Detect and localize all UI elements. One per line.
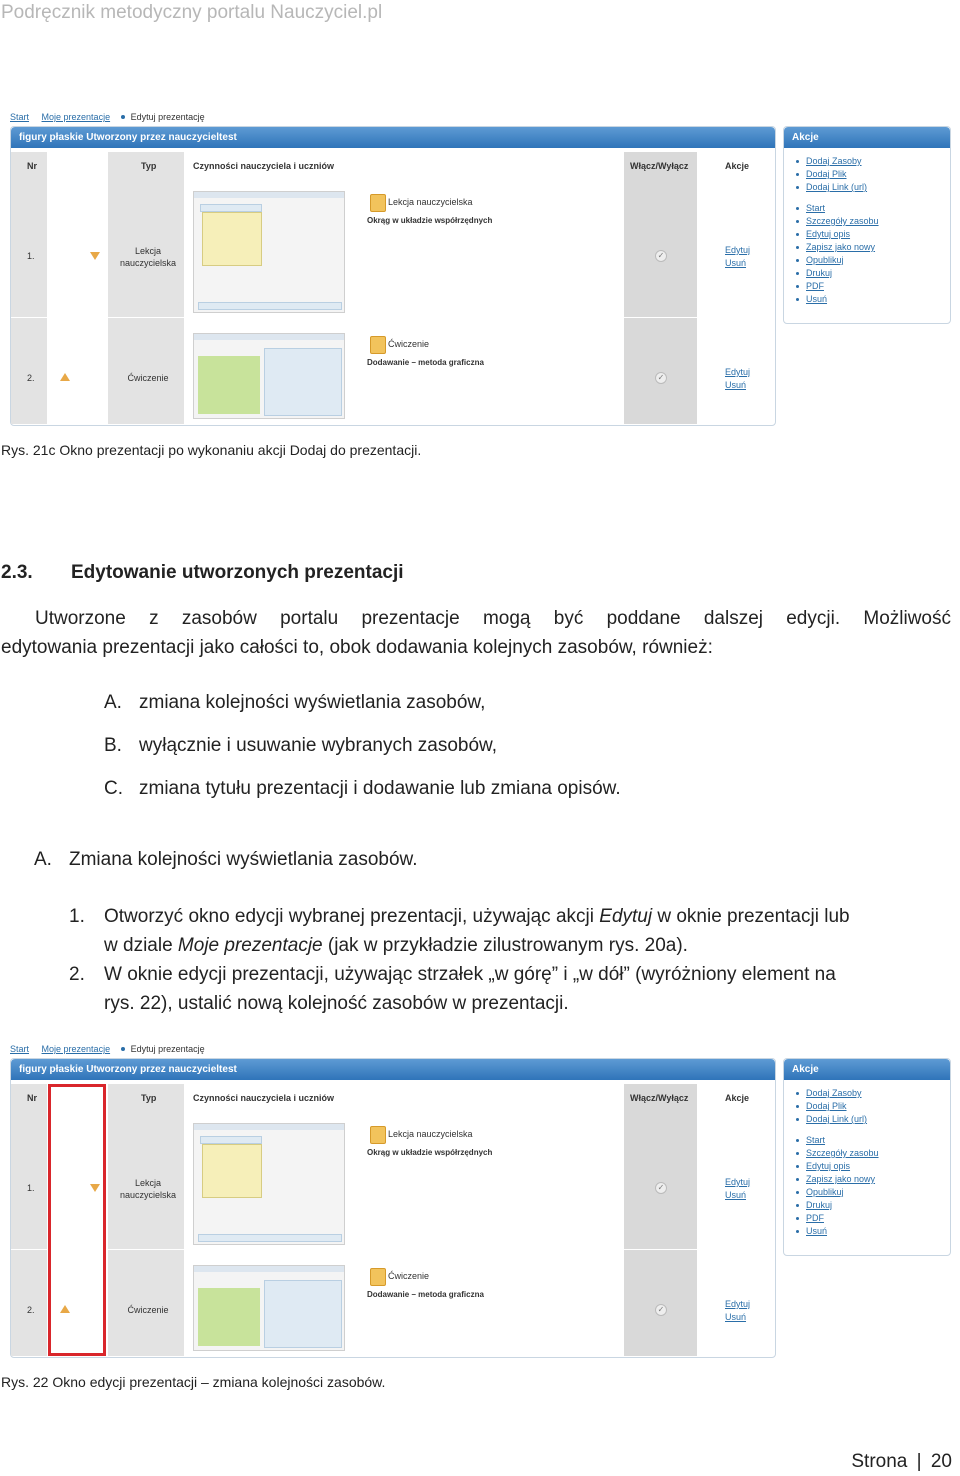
presentation-panel: [10, 126, 776, 426]
thumbnail-plot: [202, 1144, 262, 1198]
screenshot-presentation-window: [8, 112, 952, 442]
document-header-title: Podręcznik metodyczny portalu Nauczyciel.pl: [1, 2, 383, 23]
sidebar-item-edytuj-opis[interactable]: Edytuj opis: [796, 228, 879, 241]
screenshot-presentation-edit-window: [8, 1044, 952, 1374]
presentation-panel: [10, 1058, 776, 1358]
edit-link[interactable]: Edytuj: [725, 245, 751, 255]
actions-sidebar: [783, 1058, 951, 1256]
sidebar-item-pdf[interactable]: PDF: [796, 1212, 879, 1225]
presentation-title-bar: figury płaskie Utworzony przez nauczycieltest: [11, 127, 775, 148]
column-header-nr: Nr: [27, 1093, 38, 1103]
sidebar-gap: [796, 1126, 879, 1134]
figure-caption-21c: Rys. 21c Okno prezentacji po wykonaniu akcji Dodaj do prezentacji.: [1, 442, 422, 458]
row-type: [113, 245, 183, 269]
thumbnail-toolbar: [198, 302, 342, 310]
actions-sidebar-title: Akcje: [784, 127, 950, 148]
row-type-line1: Ćwiczenie: [127, 373, 169, 383]
column-header-typ: Typ: [141, 161, 157, 171]
sidebar-item-dodaj-link[interactable]: Dodaj Link (url): [796, 181, 879, 194]
toggle-checkbox[interactable]: ✓: [655, 372, 667, 384]
resource-title[interactable]: Dodawanie – metoda graficzna: [367, 358, 484, 367]
intro-line1: Utworzone z zasobów portalu prezentacje mogą być poddane dalszej edycji. Możliwość: [35, 608, 951, 629]
thumbnail-plot: [202, 212, 262, 266]
breadcrumb: [10, 112, 205, 122]
step-2: 2. W oknie edycji prezentacji, używając strzałek „w górę” i „w dół” (wyróżniony element na: [69, 964, 836, 985]
column-header-akcje: Akcje: [725, 161, 750, 171]
sidebar-item-opublikuj[interactable]: Opublikuj: [796, 1186, 879, 1199]
sidebar-item-start[interactable]: Start: [796, 1134, 879, 1147]
sidebar-item-zapisz[interactable]: Zapisz jako nowy: [796, 1173, 879, 1186]
toggle-checkbox[interactable]: ✓: [655, 1304, 667, 1316]
toggle-checkbox[interactable]: ✓: [655, 1182, 667, 1194]
resource-thumbnail[interactable]: [193, 191, 345, 313]
actions-sidebar: [783, 126, 951, 324]
toggle-checkbox[interactable]: ✓: [655, 250, 667, 262]
column-header-czynnosci: Czynności nauczyciela i uczniów: [193, 161, 335, 171]
sidebar-item-dodaj-zasoby[interactable]: Dodaj Zasoby: [796, 1087, 879, 1100]
thumbnail-header: [200, 204, 262, 212]
section-title: Edytowanie utworzonych prezentacji: [71, 562, 404, 583]
row-number: 1.: [27, 1183, 35, 1193]
breadcrumb-bullet-icon: [121, 1047, 125, 1051]
lesson-resource-icon: [370, 1126, 386, 1144]
row-number: 2.: [27, 373, 35, 383]
breadcrumb: [10, 1044, 205, 1054]
breadcrumb-start[interactable]: Start: [10, 1044, 30, 1054]
sidebar-item-usun[interactable]: Usuń: [796, 1225, 879, 1238]
row-type-line1: Lekcja: [134, 246, 161, 256]
actions-sidebar-title: Akcje: [784, 1059, 950, 1080]
breadcrumb-moje-prezentacje[interactable]: Moje prezentacje: [41, 1044, 111, 1054]
figure-caption-22: Rys. 22 Okno edycji prezentacji – zmiana kolejności zasobów.: [1, 1374, 386, 1390]
resource-thumbnail[interactable]: [193, 1123, 345, 1245]
row-separator: [11, 1249, 775, 1250]
step-1-cont: w dziale Moje prezentacje (jak w przykładzie zilustrowanym rys. 20a).: [104, 935, 688, 956]
thumbnail-header: [200, 1136, 262, 1144]
delete-link[interactable]: Usuń: [725, 1312, 747, 1322]
delete-link[interactable]: Usuń: [725, 380, 747, 390]
column-header-wlacz: Włącz/Wyłącz: [630, 1093, 689, 1103]
row-type-line1: Ćwiczenie: [127, 1305, 169, 1315]
edit-link[interactable]: Edytuj: [725, 1177, 751, 1187]
breadcrumb-start[interactable]: Start: [10, 112, 30, 122]
list-item: C. zmiana tytułu prezentacji i dodawanie lub zmiana opisów.: [104, 778, 621, 799]
thumbnail-exercise-area: [198, 1288, 260, 1346]
sidebar-item-szczegoly[interactable]: Szczegóły zasobu: [796, 215, 879, 228]
breadcrumb-bullet-icon: [121, 115, 125, 119]
thumbnail-exercise-area: [198, 356, 260, 414]
step-1: 1. Otworzyć okno edycji wybranej prezentacji, używając akcji Edytuj w oknie prezentacji lub: [69, 906, 850, 927]
thumbnail-panel: [264, 1280, 342, 1348]
sidebar-gap: [796, 194, 879, 202]
resource-type-label: Ćwiczenie: [388, 339, 430, 349]
column-typ-bg: [108, 1084, 184, 1356]
resource-title[interactable]: Dodawanie – metoda graficzna: [367, 1290, 484, 1299]
column-header-nr: Nr: [27, 161, 38, 171]
column-header-akcje: Akcje: [725, 1093, 750, 1103]
row-type: [113, 373, 183, 383]
sidebar-item-dodaj-plik[interactable]: Dodaj Plik: [796, 1100, 879, 1113]
sidebar-item-dodaj-plik[interactable]: Dodaj Plik: [796, 168, 879, 181]
row-number: 1.: [27, 251, 35, 261]
thumbnail-panel: [264, 348, 342, 416]
row-type-line2: nauczycielska: [119, 1190, 177, 1200]
delete-link[interactable]: Usuń: [725, 1190, 747, 1200]
sidebar-item-drukuj[interactable]: Drukuj: [796, 267, 879, 280]
resource-type-label: Lekcja nauczycielska: [388, 197, 473, 207]
sidebar-item-dodaj-link[interactable]: Dodaj Link (url): [796, 1113, 879, 1126]
resource-thumbnail[interactable]: [193, 1265, 345, 1351]
delete-link[interactable]: Usuń: [725, 258, 747, 268]
exercise-resource-icon: [370, 336, 386, 354]
sidebar-item-pdf[interactable]: PDF: [796, 280, 879, 293]
page-footer: [851, 1451, 952, 1473]
sidebar-item-opublikuj[interactable]: Opublikuj: [796, 254, 879, 267]
highlighted-order-arrows-box: [48, 1084, 106, 1356]
intro-line2: edytowania prezentacji jako całości to, obok dodawania kolejnych zasobów, również:: [1, 637, 713, 658]
footer-separator: |: [916, 1451, 922, 1472]
column-typ-bg: [108, 152, 184, 424]
resource-title[interactable]: Okrąg w układzie współrzędnych: [367, 216, 493, 225]
resource-title[interactable]: Okrąg w układzie współrzędnych: [367, 1148, 493, 1157]
sidebar-item-usun[interactable]: Usuń: [796, 293, 879, 306]
breadcrumb-current: Edytuj prezentację: [130, 112, 205, 122]
sidebar-item-start[interactable]: Start: [796, 202, 879, 215]
column-header-wlacz: Włącz/Wyłącz: [630, 161, 689, 171]
row-type: [113, 1305, 183, 1315]
thumbnail-toolbar: [198, 1234, 342, 1242]
section-heading: [1, 562, 404, 584]
row-type-line1: Lekcja: [134, 1178, 161, 1188]
move-down-arrow-icon[interactable]: [90, 252, 100, 260]
section-number: 2.3.: [1, 562, 33, 583]
sidebar-item-dodaj-zasoby[interactable]: Dodaj Zasoby: [796, 155, 879, 168]
subsection-heading: A. Zmiana kolejności wyświetlania zasobów.: [34, 849, 418, 870]
resource-type-label: Ćwiczenie: [388, 1271, 430, 1281]
row-type-line2: nauczycielska: [119, 258, 177, 268]
row-type: [113, 1177, 183, 1201]
list-item: B. wyłącznie i usuwanie wybranych zasobów,: [104, 735, 498, 756]
lesson-resource-icon: [370, 194, 386, 212]
edit-link[interactable]: Edytuj: [725, 367, 751, 377]
row-number: 2.: [27, 1305, 35, 1315]
presentation-title-bar: figury płaskie Utworzony przez nauczycieltest: [11, 1059, 775, 1080]
column-nr-bg: [11, 1084, 47, 1356]
column-header-czynnosci: Czynności nauczyciela i uczniów: [193, 1093, 335, 1103]
sidebar-item-zapisz[interactable]: Zapisz jako nowy: [796, 241, 879, 254]
column-nr-bg: [11, 152, 47, 424]
sidebar-item-szczegoly[interactable]: Szczegóły zasobu: [796, 1147, 879, 1160]
breadcrumb-moje-prezentacje[interactable]: Moje prezentacje: [41, 112, 111, 122]
move-up-arrow-icon[interactable]: [60, 373, 70, 381]
row-separator: [11, 317, 775, 318]
step-2-cont: rys. 22), ustalić nową kolejność zasobów w prezentacji.: [104, 993, 569, 1014]
sidebar-item-drukuj[interactable]: Drukuj: [796, 1199, 879, 1212]
breadcrumb-current: Edytuj prezentację: [130, 1044, 205, 1054]
list-item: A. zmiana kolejności wyświetlania zasobów,: [104, 692, 486, 713]
sidebar-item-edytuj-opis[interactable]: Edytuj opis: [796, 1160, 879, 1173]
edit-link[interactable]: Edytuj: [725, 1299, 751, 1309]
column-header-typ: Typ: [141, 1093, 157, 1103]
footer-label: Strona: [851, 1451, 908, 1472]
page-number: 20: [930, 1451, 952, 1472]
resource-thumbnail[interactable]: [193, 333, 345, 419]
resource-type-label: Lekcja nauczycielska: [388, 1129, 473, 1139]
exercise-resource-icon: [370, 1268, 386, 1286]
